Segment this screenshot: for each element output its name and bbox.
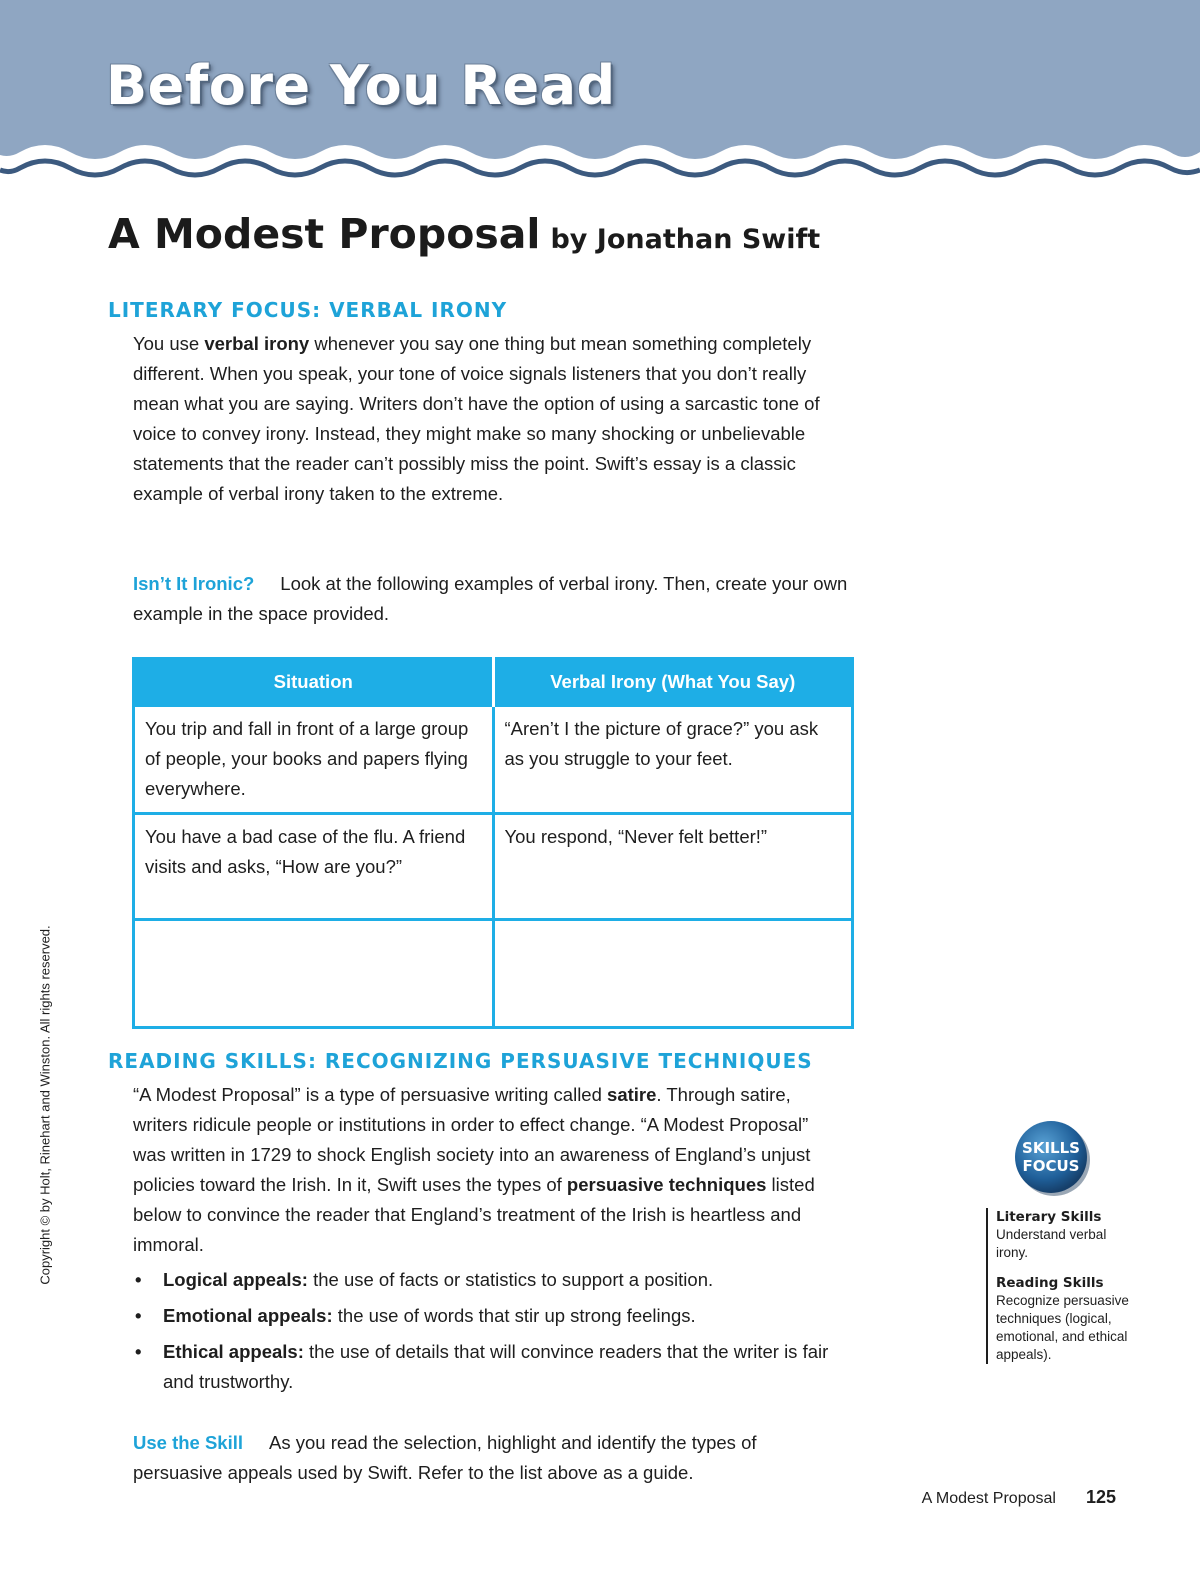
activity-label: Isn’t It Ironic? (133, 573, 255, 594)
reading-skills-paragraph (133, 1080, 845, 1260)
table-cell: You have a bad case of the flu. A friend visits and asks, “How are you?” (134, 814, 494, 920)
literary-skills-label: Literary Skills (996, 1209, 1102, 1225)
copyright-notice: Copyright © by Holt, Rinehart and Winston. All rights reserved. (37, 925, 53, 1285)
appeals-list (133, 1265, 833, 1403)
text-run: . Through satire, writers ridicule people or institutions in order to effect change. “A Modest Proposal” was written in 1729 to shock English society into an awareness of England’s unjust policies toward the Irish. In it, Swift uses the types of (133, 1084, 811, 1195)
list-item (133, 1337, 833, 1397)
use-the-skill-instructions (133, 1428, 845, 1488)
reading-skills-heading: READING SKILLS: RECOGNIZING PERSUASIVE TECHNIQUES (108, 1049, 813, 1073)
bullet: • (135, 1341, 142, 1362)
list-item (133, 1265, 833, 1295)
text-run: whenever you say one thing but mean something completely different. When you speak, your tone of voice signals listeners that you don’t really mean what you are saying. Writers don’t have the option of using a sarcastic tone of voice to convey irony. Instead, they might make so many shocking or unbelievable statements that the reader can’t possibly miss the point. Swift’s essay is a classic example of verbal irony taken to the extreme. (133, 333, 820, 504)
appeal-term: Emotional appeals: (163, 1305, 333, 1326)
blank-irony-cell[interactable] (493, 920, 853, 1028)
skills-focus-box (986, 1208, 1136, 1364)
table-cell: “Aren’t I the picture of grace?” you ask as you struggle to your feet. (493, 706, 853, 814)
badge-circle-icon (1012, 1118, 1092, 1198)
page-number: 125 (1085, 1487, 1116, 1507)
skills-focus-badge (1012, 1118, 1092, 1198)
footer-title: A Modest Proposal (921, 1490, 1056, 1507)
page-footer (922, 1487, 1116, 1508)
literary-focus-paragraph (133, 329, 853, 509)
literary-focus-heading: LITERARY FOCUS: VERBAL IRONY (108, 298, 508, 322)
reading-skills-text: Recognize persuasive techniques (logical, emotional, and ethical appeals). (996, 1293, 1129, 1362)
activity-instructions (133, 569, 853, 629)
header-banner (0, 0, 1200, 185)
table-row-blank (134, 920, 853, 1028)
use-skill-label: Use the Skill (133, 1432, 244, 1453)
bullet: • (135, 1269, 142, 1290)
badge-line-1: SKILLS (1022, 1139, 1080, 1157)
column-header-verbal-irony: Verbal Irony (What You Say) (493, 659, 853, 706)
appeal-desc: the use of words that stir up strong feelings. (332, 1305, 696, 1326)
term-verbal-irony: verbal irony (204, 333, 310, 354)
appeal-desc: the use of facts or statistics to support a position. (307, 1269, 714, 1290)
column-header-situation: Situation (134, 659, 494, 706)
appeal-term: Logical appeals: (163, 1269, 308, 1290)
use-skill-text: As you read the selection, highlight and identify the types of persuasive appeals used by Swift. Refer to the list above as a guide. (133, 1432, 757, 1483)
activity-text: Look at the following examples of verbal irony. Then, create your own example in the space provided. (133, 573, 848, 624)
appeal-desc: the use of details that will convince readers that the writer is fair and trustworthy. (163, 1341, 829, 1392)
banner-title: Before You Read (106, 54, 616, 117)
verbal-irony-table (132, 657, 854, 1029)
appeal-term: Ethical appeals: (163, 1341, 304, 1362)
text-run: listed below to convince the reader that England’s treatment of the Irish is heartless and immoral. (133, 1174, 815, 1255)
blank-situation-cell[interactable] (134, 920, 494, 1028)
table-cell: You respond, “Never felt better!” (493, 814, 853, 920)
bullet: • (135, 1305, 142, 1326)
table-cell: You trip and fall in front of a large group of people, your books and papers flying everywhere. (134, 706, 494, 814)
title-byline: by Jonathan Swift (550, 224, 821, 255)
list-item (133, 1301, 833, 1331)
term-persuasive-techniques: persuasive techniques (566, 1174, 767, 1195)
reading-skills-label: Reading Skills (996, 1275, 1104, 1291)
badge-line-2: FOCUS (1022, 1157, 1080, 1175)
title-main: A Modest Proposal (108, 210, 541, 258)
selection-title (108, 210, 820, 258)
term-satire: satire (607, 1084, 657, 1105)
table-row (134, 706, 853, 814)
text-run: “A Modest Proposal” is a type of persuasive writing called (133, 1084, 608, 1105)
text-run: You use (133, 333, 205, 354)
literary-skills-text: Understand verbal irony. (996, 1227, 1107, 1260)
table-row (134, 814, 853, 920)
